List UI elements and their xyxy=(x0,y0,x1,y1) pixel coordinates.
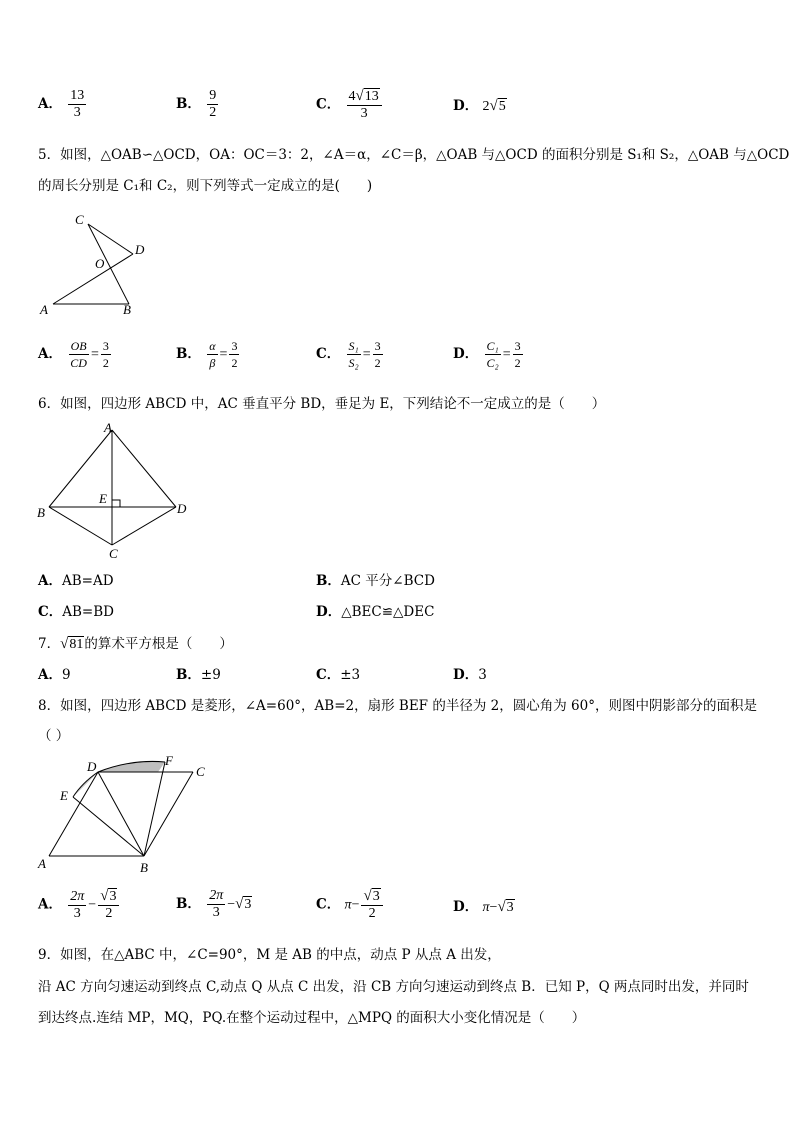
label-e: E xyxy=(99,491,107,506)
fraction xyxy=(68,889,86,922)
q4-option-a[interactable] xyxy=(38,88,88,121)
q8-option-b[interactable] xyxy=(176,888,252,921)
option-letter: D． xyxy=(316,604,342,620)
option-letter: B． xyxy=(176,346,201,362)
numerator: 3 xyxy=(374,339,381,353)
label-b: B xyxy=(140,860,148,875)
radicand: 3 xyxy=(244,897,252,912)
numerator xyxy=(98,888,119,906)
minus-sign: − xyxy=(227,897,236,912)
numerator xyxy=(361,888,382,906)
label-a: A xyxy=(38,856,46,871)
fraction xyxy=(347,88,382,122)
fraction xyxy=(485,338,501,371)
denominator: CD xyxy=(70,356,87,370)
radicand: 3 xyxy=(372,889,380,904)
label-d: D xyxy=(87,759,97,774)
option-letter: C． xyxy=(316,896,341,913)
option-letter: B． xyxy=(316,573,341,589)
option-text: 3 xyxy=(478,667,487,683)
label-c: C xyxy=(75,212,84,227)
numerator: C₁ xyxy=(486,339,499,353)
radical-icon: √ xyxy=(363,888,372,904)
option-text: △BEC≌△DEC xyxy=(341,604,435,620)
q9-stem-line3: 到达终点.连结 MP，MQ，PQ.在整个运动过程中，△MPQ 的面积大小变化情况是（ ） xyxy=(38,1010,586,1026)
label-a: A xyxy=(40,302,48,317)
q5-stem-line1: 5．如图，△OAB∽△OCD，OA：OC＝3：2，∠A＝α，∠C＝β，△OAB 与△OCD 的面积分别是 S₁和 S₂，△OAB 与△OCD xyxy=(38,147,790,163)
side-bc xyxy=(144,772,193,856)
q4-option-c[interactable] xyxy=(316,88,384,122)
radius-be xyxy=(73,797,144,856)
label-a: A xyxy=(104,420,112,435)
denominator: 3 xyxy=(73,905,81,921)
q8-stem-line1: 8．如图，四边形 ABCD 是菱形，∠A=60°，AB=2，扇形 BEF 的半径为 2，圆心角为 60°，则图中阴影部分的面积是 xyxy=(38,698,757,714)
option-text: ±9 xyxy=(200,667,221,683)
fraction xyxy=(373,338,383,371)
denominator: C₂ xyxy=(486,356,499,370)
denominator: 2 xyxy=(102,356,109,370)
radicand: 5 xyxy=(498,99,506,114)
radicand: 13 xyxy=(364,89,379,104)
fraction xyxy=(98,888,119,922)
option-letter: B． xyxy=(176,896,201,912)
numerator: OB xyxy=(70,339,87,353)
option-letter: C． xyxy=(38,604,63,620)
radical-icon: √ xyxy=(100,888,109,904)
q6-option-c[interactable] xyxy=(38,603,114,621)
option-text: AB=BD xyxy=(62,604,114,620)
equals-sign: = xyxy=(502,347,511,362)
q7-stem xyxy=(38,635,233,654)
denominator: 2 xyxy=(368,906,376,921)
numerator xyxy=(347,88,382,106)
numerator: 13 xyxy=(70,88,85,103)
q7-stem-text: 的算术平方根是（ ） xyxy=(84,636,233,652)
radicand: 81 xyxy=(69,637,84,652)
option-letter: C． xyxy=(316,96,341,113)
equals-sign: = xyxy=(90,347,99,362)
q5-option-d[interactable] xyxy=(453,338,525,371)
minus-sign: − xyxy=(489,900,498,915)
fraction xyxy=(207,338,217,371)
label-b: B xyxy=(123,302,131,317)
label-d: D xyxy=(177,501,187,516)
fraction xyxy=(101,338,111,371)
radius-bf xyxy=(144,762,165,856)
segment-ad xyxy=(112,430,176,507)
radical-icon: √ xyxy=(497,899,506,915)
diagonal-bd xyxy=(98,772,144,856)
numerator: 9 xyxy=(209,88,217,103)
option-letter: A． xyxy=(38,96,62,112)
option-letter: C． xyxy=(316,667,341,683)
numerator: S₁ xyxy=(348,339,359,353)
label-c: C xyxy=(196,764,205,779)
q8-stem-line2: （ ） xyxy=(38,728,70,744)
coefficient: 2 xyxy=(482,99,490,114)
radical-icon: √ xyxy=(60,636,69,652)
q7-option-d[interactable] xyxy=(453,666,487,684)
option-letter: D． xyxy=(453,667,479,683)
numerator: α xyxy=(209,339,216,353)
radical-icon: √ xyxy=(235,896,244,912)
pi-symbol: π xyxy=(344,897,352,913)
minus-sign: − xyxy=(88,897,97,913)
option-letter: D． xyxy=(453,346,479,362)
q6-option-b[interactable] xyxy=(316,572,435,590)
q6-option-d[interactable] xyxy=(316,603,434,621)
sqrt-81 xyxy=(60,637,84,652)
option-text: AB=AD xyxy=(61,573,114,589)
fraction xyxy=(207,88,218,121)
q6-figure xyxy=(34,420,194,562)
pi-symbol: π xyxy=(482,900,490,915)
fraction xyxy=(68,338,89,371)
q8-option-a[interactable] xyxy=(38,888,121,922)
q9-stem-line2: 沿 AC 方向匀速运动到终点 C,动点 Q 从点 C 出发，沿 CB 方向匀速运动到终点 B．已知 P，Q 两点同时出发，并同时 xyxy=(38,979,749,995)
q7-option-a[interactable] xyxy=(38,666,71,684)
q5-figure xyxy=(36,210,156,318)
q9-stem-line1: 9．如图，在△ABC 中，∠C=90°，M 是 AB 的中点，动点 P 从点 A 出发， xyxy=(38,947,501,963)
q7-number: 7． xyxy=(38,636,61,652)
fraction xyxy=(68,88,86,121)
option-letter: A． xyxy=(38,346,62,362)
q7-option-b[interactable] xyxy=(176,666,221,684)
denominator: 3 xyxy=(73,105,81,120)
q5-stem-line2: 的周长分别是 C₁和 C₂，则下列等式一定成立的是( ) xyxy=(38,178,373,194)
q6-stem: 6．如图，四边形 ABCD 中，AC 垂直平分 BD，垂足为 E，下列结论不一定成立的是（ ） xyxy=(38,396,606,412)
label-b: B xyxy=(37,505,45,520)
option-text: 9 xyxy=(61,667,71,683)
right-angle-mark xyxy=(112,500,120,507)
equals-sign: = xyxy=(362,347,371,362)
label-o: O xyxy=(95,256,105,271)
radicand: 3 xyxy=(506,900,514,915)
label-d: D xyxy=(135,242,145,257)
q4-option-d[interactable] xyxy=(453,97,507,116)
q7-option-c[interactable] xyxy=(316,666,360,684)
expression xyxy=(483,99,507,114)
q6-option-a[interactable] xyxy=(38,572,114,590)
fraction xyxy=(361,888,382,922)
radical-icon: √ xyxy=(489,98,498,114)
minus-sign: − xyxy=(351,897,360,913)
denominator: β xyxy=(209,356,216,370)
denominator: S₂ xyxy=(348,356,359,370)
fraction xyxy=(347,338,361,371)
segment-cd xyxy=(88,224,133,254)
denominator: 2 xyxy=(514,356,521,370)
sqrt-expression xyxy=(497,900,514,915)
q4-option-b[interactable] xyxy=(176,88,220,121)
q8-option-c[interactable] xyxy=(316,888,385,922)
q8-figure xyxy=(34,752,214,876)
segment-bc xyxy=(49,507,112,545)
option-text: AC 平分∠BCD xyxy=(340,573,435,589)
denominator: 2 xyxy=(374,356,381,370)
q5-option-c[interactable] xyxy=(316,338,385,371)
option-text: ±3 xyxy=(340,667,361,683)
label-e: E xyxy=(60,788,68,803)
option-letter: A． xyxy=(38,667,62,683)
option-letter: B． xyxy=(176,667,201,683)
q5-option-b[interactable] xyxy=(176,338,241,371)
segment-ad xyxy=(53,254,133,304)
option-letter: D． xyxy=(453,98,479,114)
option-letter: A． xyxy=(38,896,62,913)
label-c: C xyxy=(109,546,118,561)
coefficient: 4 xyxy=(348,89,356,104)
option-letter: B． xyxy=(176,96,201,112)
numerator: 3 xyxy=(514,339,521,353)
sqrt-expression xyxy=(235,897,252,912)
label-f: F xyxy=(165,753,173,768)
option-letter: C． xyxy=(316,346,341,362)
option-letter: D． xyxy=(453,899,479,915)
q5-option-a[interactable] xyxy=(38,338,113,371)
denominator: 3 xyxy=(360,106,368,121)
denominator: 2 xyxy=(209,105,217,120)
fraction xyxy=(513,338,523,371)
equals-sign: = xyxy=(219,347,228,362)
radical-icon: √ xyxy=(355,88,364,104)
q8-option-d[interactable] xyxy=(453,898,515,917)
fraction xyxy=(229,338,239,371)
option-letter: A． xyxy=(38,573,62,589)
segment-dc xyxy=(112,507,176,545)
fraction xyxy=(207,888,225,921)
side-ad xyxy=(49,772,98,856)
denominator: 3 xyxy=(212,905,220,920)
numerator: 2π xyxy=(209,888,224,903)
numerator: 3 xyxy=(231,339,238,353)
radicand: 3 xyxy=(109,889,117,904)
numerator: 2π xyxy=(70,888,85,904)
numerator: 3 xyxy=(102,339,109,353)
denominator: 2 xyxy=(105,906,113,921)
denominator: 2 xyxy=(231,356,238,370)
